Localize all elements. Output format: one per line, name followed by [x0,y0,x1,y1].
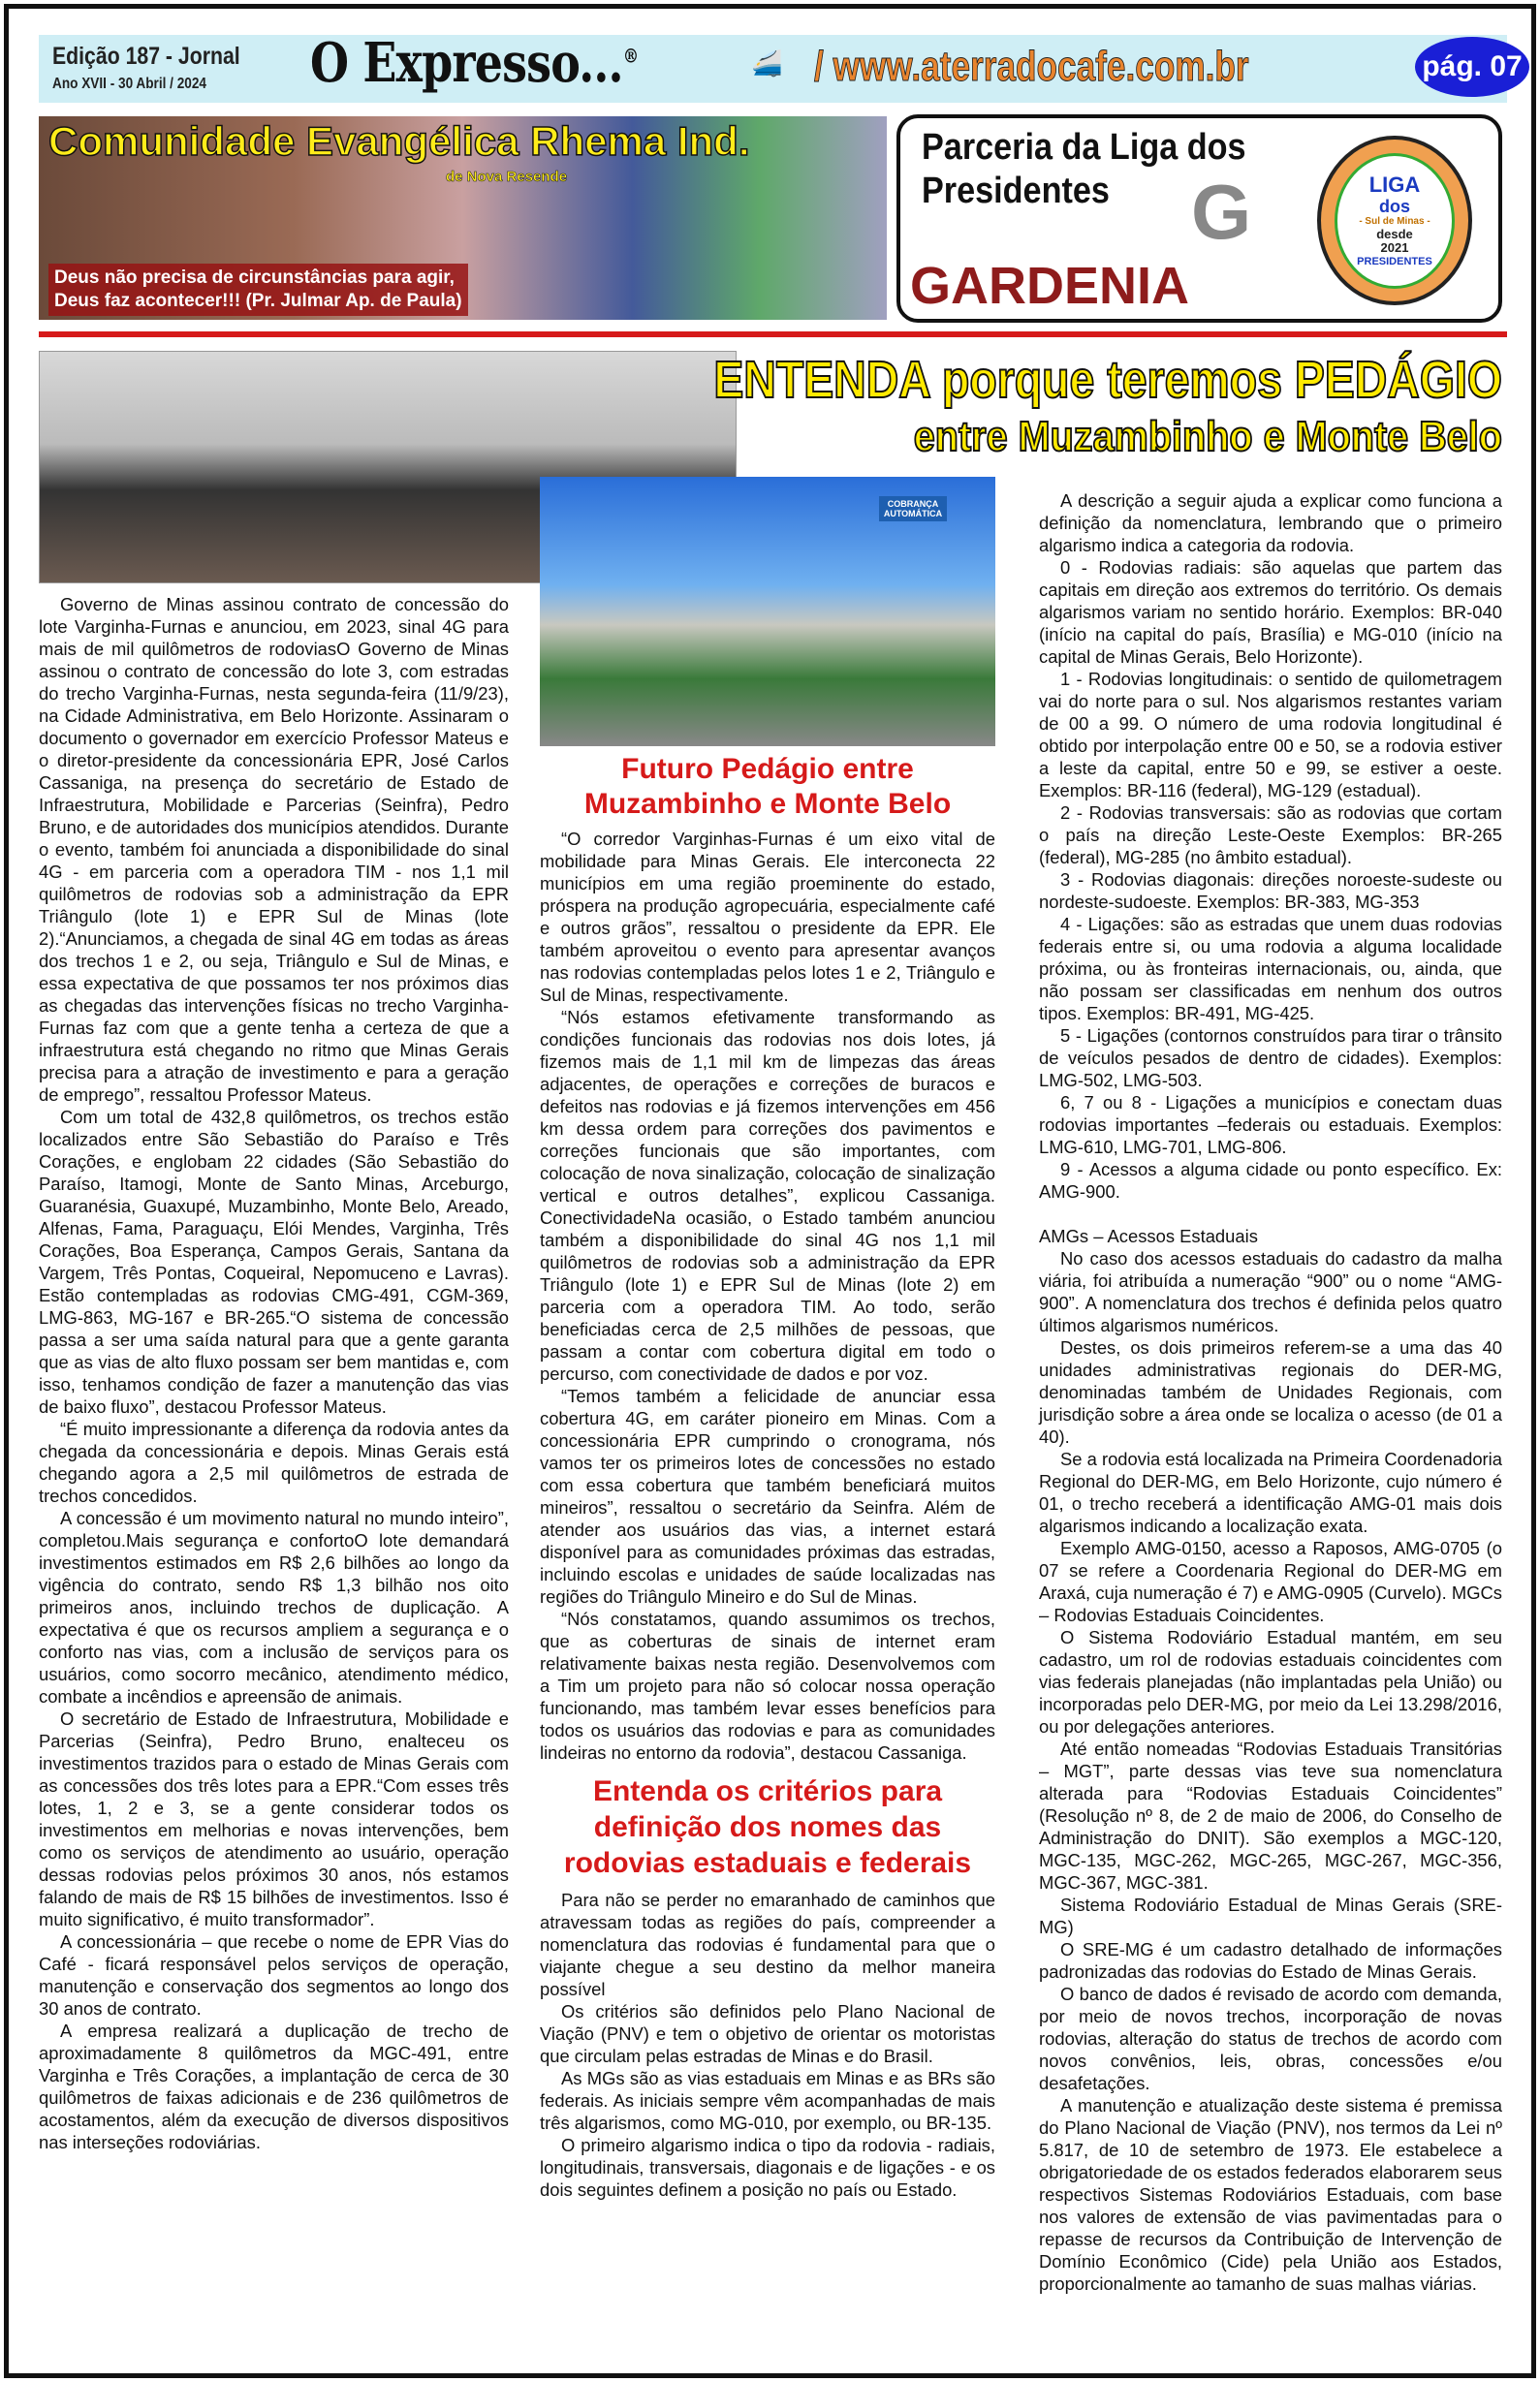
church-ad [39,116,887,320]
issue-date: Ano XVII - 30 Abril / 2024 [52,76,206,92]
gardenia-ad [896,114,1502,323]
article-column-2-continued: Para não se perder no emaranhado de caminhos que atravessam todas as regiões do país, compreender a nomenclatura das rodovias é fundamental para que o viajante chegue a seu destino da melhor maneira possível Os critérios são definidos pelo Plano Nacional de Viação (PNV) e tem o objetivo de orientar os motoristas que circulam pelas estradas de Minas e do Brasil. As MGs são as vias estaduais em Minas e as BRs são federais. As iniciais sempre vêm acompanhadas de mais três algarismos, como MG-010, por exemplo, ou BR-135. O primeiro algarismo indica o tipo da rodovia - radiais, longitudinais, transversais, diagonais e de ligações - e os dois seguintes definem a posição no país ou Estado. [540,1890,995,2200]
page-number: pág. 07 [1415,37,1529,97]
photo-caption-subhead: Futuro Pedágio entre Muzambinho e Monte Belo [583,753,952,820]
article-column-1: Governo de Minas assinou contrato de concessão do lote Varginha-Furnas e anunciou, em 2023, sinal 4G para mais de mil quilômetros de rodoviasO Governo de Minas assinou o contrato de concessão do lote 3, com estradas do trecho Varginha-Furnas, nesta segunda-feira (11/9/23), na Cidade Administrativa, em Belo Horizonte. Assinaram o documento o governador em exercício Professor Mateus e o diretor-presidente da concessionária EPR, José Carlos Cassaniga, na presença do secretário de Estado de Infraestrutura, Mobilidade e Parcerias (Seinfra), Pedro Bruno, e de autoridades dos municípios atendidos. Durante o evento, também foi anunciada a disponibilidade do sinal 4G - em parceria com a operadora TIM - nos 1,1 mil quilômetros de rodovias sob a administração da EPR Triângulo (lote 1) e EPR Sul de Minas (lote 2).“Anunciamos, a chegada de sinal 4G em todas as áreas dos trechos 1 e 2, ou seja, Triângulo e Sul de Minas, e essa expectativa de que possamos ter nos próximos dias as chegadas das intervenções físicas no trecho Varginha-Furnas faz com que a gente tenha a certeza de que a infraestrutura está chegando no ritmo que Minas Gerais precisa para a atração de investimento e para a geração de emprego”, ressaltou Professor Mateus. Com um total de 432,8 quilômetros, os trechos estão localizados entre São Sebastião do Paraíso e Três Corações, e englobam 22 cidades (São Sebastião do Paraíso, Itamogi, Monte de Santo Minas, Arceburgo, Guaranésia, Guaxupé, Muzambinho, Monte Belo, Areado, Alfenas, Fama, Paraguaçu, Elói Mendes, Varginha, Três Corações, Boa Esperança, Campos Gerais, Santana da Vargem, Três Pontas, Coqueiral, Nepomuceno e Lavras). Estão contempladas as rodovias CMG-491, CGM-369, LMG-863, MG-167 e BR-265.“O sistema de concessão passa a ser uma saída natural para que a gente garanta que as vias de alto fluxo possam ser bem mantidas e, com isso, tenhamos condição de fazer a manutenção das vias de baixo fluxo”, destacou Professor Mateus. “É muito impressionante a diferença da rodovia antes da chegada da concessionária e depois. Minas Gerais está chegando agora a 2,5 mil quilômetros de estrada de trechos concedidos. A concessão é um movimento natural no mundo inteiro”, completou.Mais segurança e confortoO lote demandará investimentos estimados em R$ 2,6 bilhões ao longo da vigência do contrato, sendo R$ 1,3 bilhão nos oito primeiros anos, incluindo trechos de duplicação. A expectativa é que os recursos ampliem a segurança e o conforto nas vias, com a inclusão de serviços para os usuários, como socorro mecânico, atendimento médico, combate a incêndios e apreensão de animais. O secretário de Estado de Infraestrutura, Mobilidade e Parcerias (Seinfra), Pedro Bruno, enalteceu os investimentos trazidos para o estado de Minas Gerais com as concessões dos três lotes para a EPR.“Com esses três lotes, 1, 2 e 3, se a gente considerar todos os investimentos em melhorias e novas intervenções, bem como os serviços de atendimento ao usuário, operação dessas rodovias pelos próximos 30 anos, nós estamos falando de mais de R$ 15 bilhões de investimentos. Isso é muito significativo, é muito transformador”. A concessionária – que recebe o nome de EPR Vias do Café - ficará responsável pelos serviços de operação, manutenção e conservação dos segmentos ao longo dos 30 anos de contrato. A empresa realizará a duplicação de trecho de aproximadamente 8 quilômetros da MGC-491, entre Varginha e Três Corações, a implantação de cerca de 30 quilômetros de faixas adicionais e de 236 quilômetros de acostamentos, além da execução de diversos dispositivos nas interseções rodoviárias. [39,594,509,2152]
ad-title: Parceria da Liga dos Presidentes [922,127,1246,211]
toll-plaza-photo: COBRANÇA AUTOMÁTICA [540,477,995,746]
ad-quote: Deus não precisa de circunstâncias para agir, Deus faz acontecer!!! (Pr. Julmar Ap. de Paula) [48,264,468,316]
ad-title: Comunidade Evangélica Rhema Ind. [48,118,750,164]
ad-subtitle: de Nova Resende [446,169,568,185]
gardenia-brand: GARDENIA [910,257,1190,315]
edition: Edição 187 - Jornal [52,43,240,70]
article-column-2: “O corredor Varginhas-Furnas é um eixo vital de mobilidade para Minas Gerais. Ele interconecta 22 municípios em uma região proeminente do estado, próspera na produção agropecuária, especialmente café e outros grãos”, ressaltou o presidente da EPR. Ele também aproveitou o evento para apresentar avanços nas rodovias contempladas pelos lotes 1 e 2, Triângulo e Sul de Minas, respectivamente. “Nós estamos efetivamente transformando as condições funcionais das rodovias nos dois lotes, já fizemos mais de 1,1 mil km de limpezas das áreas adjacentes, de operações e correções de buracos e defeitos nas rodovias e já fizemos intervenções em 456 km dessa ordem para correções dos pavimentos e correções funcionais que são importantes, com colocação de nova sinalização, colocação de sinalização vertical e outros detalhes”, explicou Cassaniga. ConectividadeNa ocasião, o Estado também anunciou também a disponibilidade do sinal 4G nos 1,1 mil quilômetros de rodovias sob a administração da EPR Triângulo (lote 1) e EPR Sul de Minas (lote 2) em parceria com a operadora TIM. Ao todo, serão beneficiadas cerca de 2,5 milhões de pessoas, que passam a contar com cobertura digital em todo o percurso, com conectividade de dados e por voz. “Temos também a felicidade de anunciar essa cobertura 4G, em caráter pioneiro em Minas. Com a concessionária EPR cumprindo o cronograma, nós vamos ter os primeiros lotes de concessões no estado com essa cobertura que também beneficiará muitos mineiros”, ressaltou o secretário da Seinfra. Além de atender aos usuários das vias, a internet estará disponível para as comunidades próximas das estradas, incluindo escolas e unidades de saúde localizadas nas regiões do Triângulo Mineiro e do Sul de Minas. “Nós constatamos, quando assumimos os trechos, que as coberturas de sinais de internet eram relativamente baixas nesta região. Desenvolvemos com a Tim um projeto para não só colocar nossa operação funcionando, mas também levar esses benefícios para todos os usuários das rodovias e para as comunidades lindeiras no entorno da rodovia”, destacou Cassaniga. [540,829,995,1763]
newspaper-logo: O Expresso...® [310,31,639,95]
website-link[interactable]: / www.aterradocafe.com.br [814,43,1249,90]
headline: ENTENDA porque teremos PEDÁGIO entre Muzambinho e Monte Belo [713,351,1502,460]
liga-seal: LIGA dos - Sul de Minas - desde 2021 PRESIDENTES [1317,136,1472,305]
article-column-2-wrapper [540,752,995,2201]
article-column-3: A descrição a seguir ajuda a explicar como funciona a definição da nomenclatura, lembrando que o primeiro algarismo indica a categoria da rodovia. 0 - Rodovias radiais: são aquelas que partem das capitais em direção aos extremos do território. Os demais algarismos variam no sentido horário. Exemplos: BR-040 (início na capital do país, Brasília) e MG-010 (início na capital de Minas Gerais, Belo Horizonte). 1 - Rodovias longitudinais: o sentido de quilometragem vai do norte para o sul. Nos algarismos restantes variam de 00 a 99. O número de uma rodovia longitudinal é obtido por interpolação entre 00 e 50, se a rodovia estiver a leste da capital, entre 50 e 99, se estiver a oeste. Exemplos: BR-116 (federal), MG-129 (estadual). 2 - Rodovias transversais: são as rodovias que cortam o país na direção Leste-Oeste Exemplos: BR-265 (federal), MG-285 (no âmbito estadual). 3 - Rodovias diagonais: direções noroeste-sudeste ou nordeste-sudoeste. Exemplos: BR-383, MG-353 4 - Ligações: são as estradas que unem duas rodovias federais entre si, ou uma rodovia a alguma localidade próxima, ou às fronteiras internacionais, ou, ainda, que não possam ser classificadas em nenhum dos outros tipos. Exemplos: BR-491, MG-425. 5 - Ligações (contornos construídos para tirar o trânsito de veículos pesados de dentro de cidades). Exemplos: LMG-502, LMG-503. 6, 7 ou 8 - Ligações a municípios e conectam duas rodovias importantes –federais ou estaduais. Exemplos: LMG-610, LMG-701, LMG-806. 9 - Acessos a alguma cidade ou ponto específico. Ex: AMG-900. AMGs – Acessos Estaduais No caso dos acessos estaduais do cadastro da malha viária, foi atribuída a numeração “900” ou o nome “AMG-900”. A nomenclatura dos trechos é definida pelos quatro últimos algarismos numéricos. Destes, os dois primeiros referem-se a uma das 40 unidades administrativas regionais do DER-MG, denominadas também de Unidades Regionais, com jurisdição sobre a área onde se localiza o acesso (de 01 a 40). Se a rodovia está localizada na Primeira Coordenadoria Regional do DER-MG, em Belo Horizonte, cujo número é 01, o trecho receberá a identificação AMG-01 mais dois algarismos indicando a localização exata. Exemplo AMG-0150, acesso a Raposos, AMG-0705 (o 07 se refere a Coordenaria Regional do DER-MG em Araxá, cuja numeração é 7) e AMG-0905 (Curvelo). MGCs – Rodovias Estaduais Coincidentes. O Sistema Rodoviário Estadual mantém, em seu cadastro, um rol de rodovias estaduais coincidentes com vias federais planejadas (não implantadas pela União) ou incorporadas pelo DER-MG, por meio da Lei 13.298/2016, ou por delegações anteriores. Até então nomeadas “Rodovias Estaduais Transitórias – MGT”, parte dessas vias teve sua nomenclatura alterada para “Rodovias Estaduais Coincidentes” (Resolução nº 8, de 2 de maio de 2006, do Conselho de Administração do DNIT). São exemplos a MGC-120, MGC-135, MGC-262, MGC-265, MGC-267, MGC-356, MGC-367, MGC-381. Sistema Rodoviário Estadual de Minas Gerais (SRE-MG) O SRE-MG é um cadastro detalhado de informações padronizadas das rodovias do Estado de Minas Gerais. O banco de dados é revisado de acordo com demanda, por meio de novos trechos, incorporação de novas rodovias, alteração do status de trechos de acordo com novos convênios, leis, obras, concessões e/ou desafetações. A manutenção e atualização deste sistema é premissa do Plano Nacional de Viação (PNV), nos termos da Lei nº 5.817, de 10 de setembro de 1973. Ele estabelece a obrigatoriedade de os estados federados elaborarem seus respectivos Sistemas Rodoviários Estaduais, com base nos valores de extensão de vias pavimentadas para o repasse de recursos da Contribuição de Intervenção de Domínio Econômico (Cide) pela União aos Estados, proporcionalmente ao tamanho de suas malhas viárias. [1039,490,1502,2294]
subhead-criteria: Entenda os critérios para definição dos nomes das rodovias estaduais e federais [563,1775,972,1879]
divider [39,331,1507,337]
gardenia-logo-icon: G [1191,169,1252,255]
train-icon: 🚄 [751,48,783,78]
masthead [39,31,1523,103]
